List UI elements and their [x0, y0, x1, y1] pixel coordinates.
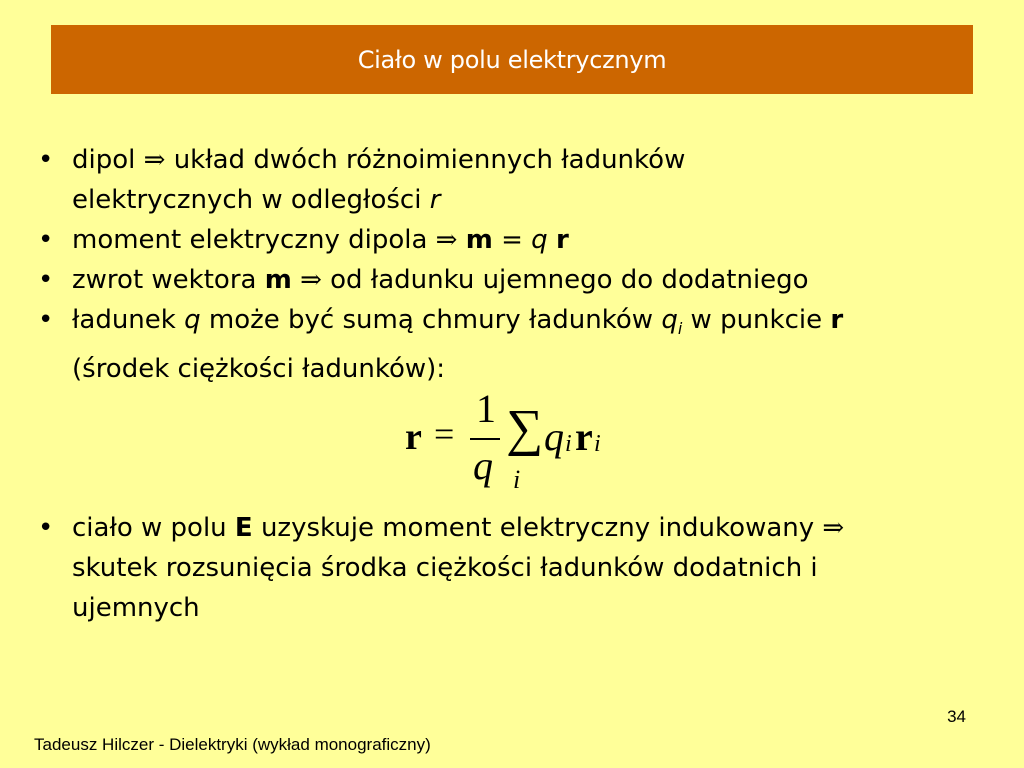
bullet-item: [30, 140, 990, 220]
symbol-r: r: [830, 305, 844, 335]
bullet-item: [30, 260, 990, 300]
bullet-item: [30, 300, 990, 389]
implies-arrow: ⇒: [300, 265, 322, 295]
implies-arrow: ⇒: [435, 225, 458, 255]
symbol-r: r: [555, 225, 569, 255]
sum-symbol: ∑: [506, 400, 544, 457]
bullet-dot: •: [38, 265, 54, 295]
symbol-r: r: [429, 185, 441, 215]
page-number: 34: [947, 707, 966, 726]
bullet-text: moment elektryczny dipola: [72, 225, 428, 255]
bullet-list: [30, 140, 990, 389]
bullet-text: dipol: [72, 145, 136, 175]
bullet-list-after: [30, 508, 990, 628]
symbol-m: m: [465, 225, 493, 255]
symbol-q: q: [531, 225, 548, 255]
footer-text: Tadeusz Hilczer - Dielektryki (wykład monograficzny): [34, 735, 431, 754]
bullet-text: ciało w polu: [72, 513, 227, 543]
bullet-dot: •: [38, 305, 54, 335]
center-of-charge-formula: [398, 385, 618, 500]
slide-title: Ciało w polu elektrycznym: [357, 45, 667, 74]
bullet-text: w punkcie: [690, 305, 823, 335]
fraction-line: [470, 438, 500, 440]
bullet-text: ujemnych: [72, 593, 200, 623]
formula-numerator: 1: [476, 386, 496, 431]
bullet-dot: •: [38, 513, 54, 543]
bullet-dot: •: [38, 145, 54, 175]
implies-arrow: ⇒: [822, 513, 845, 543]
bullet-text: (środek ciężkości ładunków):: [72, 354, 446, 385]
equals-sign: =: [501, 225, 523, 255]
symbol-q: q: [661, 305, 678, 335]
formula-q: q: [544, 414, 564, 459]
bullet-text: może być sumą chmury ładunków: [208, 305, 654, 335]
symbol-q-i: [661, 305, 683, 339]
implies-arrow: ⇒: [143, 145, 166, 175]
bullet-text: od ładunku ujemnego do dodatniego: [330, 265, 809, 295]
bullet-item: [30, 508, 990, 628]
bullet-text: ładunek: [72, 305, 176, 335]
formula-equals: =: [434, 414, 455, 454]
bullet-text: skutek rozsunięcia środka ciężkości ładunków dodatnich i: [72, 553, 818, 583]
bullet-text: uzyskuje moment elektryczny indukowany: [260, 513, 815, 543]
bullet-item: [30, 220, 990, 260]
formula-r-subscript: i: [594, 431, 601, 457]
formula-r: r: [575, 414, 593, 459]
bullet-dot: •: [38, 225, 54, 255]
bullet-text: zwrot wektora: [72, 265, 257, 295]
subscript-i: i: [677, 319, 683, 339]
symbol-q: q: [184, 305, 201, 335]
sum-index: i: [513, 465, 521, 494]
bullet-text: elektrycznych w odległości: [72, 185, 422, 215]
formula-q-subscript: i: [565, 431, 572, 457]
formula-lhs-r: r: [405, 416, 422, 458]
bullet-text: układ dwóch różnoimiennych ładunków: [173, 145, 686, 175]
symbol-m: m: [264, 265, 292, 295]
slide-title-bar: [51, 25, 973, 94]
formula-denominator: q: [473, 443, 493, 488]
symbol-E: E: [234, 513, 253, 543]
